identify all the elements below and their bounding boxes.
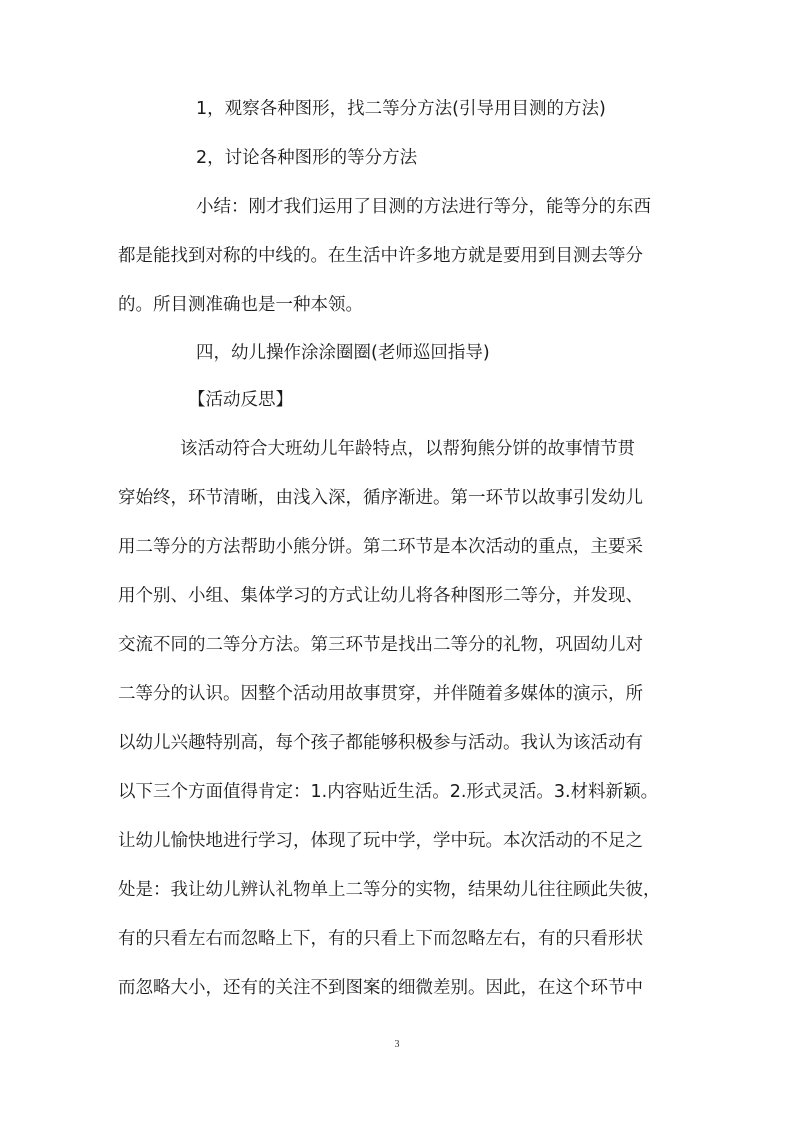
reflection-line-8: 以下三个方面值得肯定：1.内容贴近生活。2.形式灵活。3.材料新颖。 [118, 782, 659, 802]
reflection-line-12: 而忽略大小，还有的关注不到图案的细微差别。因此，在这个环节中 [118, 978, 643, 998]
reflection-line-10: 处是：我让幼儿辨认礼物单上二等分的实物，结果幼儿往往顾此失彼， [118, 880, 661, 900]
summary-line-3: 的。所目测准确也是一种本领。 [118, 295, 363, 315]
reflection-line-7: 以幼儿兴趣特别高，每个孩子都能够积极参与活动。我认为该活动有 [118, 733, 643, 753]
list-item-1: 1，观察各种图形，找二等分方法(引导用目测的方法) [196, 99, 606, 119]
reflection-line-4: 用个别、小组、集体学习的方式让幼儿将各种图形二等分，并发现、 [118, 586, 643, 606]
summary-line-2: 都是能找到对称的中线的。在生活中许多地方就是要用到目测去等分 [118, 246, 643, 266]
page-number: 3 [394, 1039, 400, 1050]
step-four: 四，幼儿操作涂涂圈圈(老师巡回指导) [196, 343, 490, 363]
reflection-line-2: 穿始终，环节清晰，由浅入深，循序渐进。第一环节以故事引发幼儿 [118, 488, 643, 508]
reflection-line-9: 让幼儿愉快地进行学习，体现了玩中学，学中玩。本次活动的不足之 [118, 831, 643, 851]
list-item-2: 2，讨论各种图形的等分方法 [196, 148, 418, 168]
reflection-line-6: 二等分的认识。因整个活动用故事贯穿，并伴随着多媒体的演示，所 [118, 684, 643, 704]
reflection-line-11: 有的只看左右而忽略上下，有的只看上下而忽略左右，有的只看形状 [118, 929, 643, 949]
reflection-line-3: 用二等分的方法帮助小熊分饼。第二环节是本次活动的重点，主要采 [118, 537, 643, 557]
reflection-line-1: 该活动符合大班幼儿年龄特点，以帮狗熊分饼的故事情节贯 [180, 439, 635, 459]
reflection-heading: 【活动反思】 [188, 390, 293, 410]
summary-line-1: 小结：刚才我们运用了目测的方法进行等分，能等分的东西 [196, 197, 651, 217]
reflection-line-5: 交流不同的二等分方法。第三环节是找出二等分的礼物，巩固幼儿对 [118, 635, 643, 655]
